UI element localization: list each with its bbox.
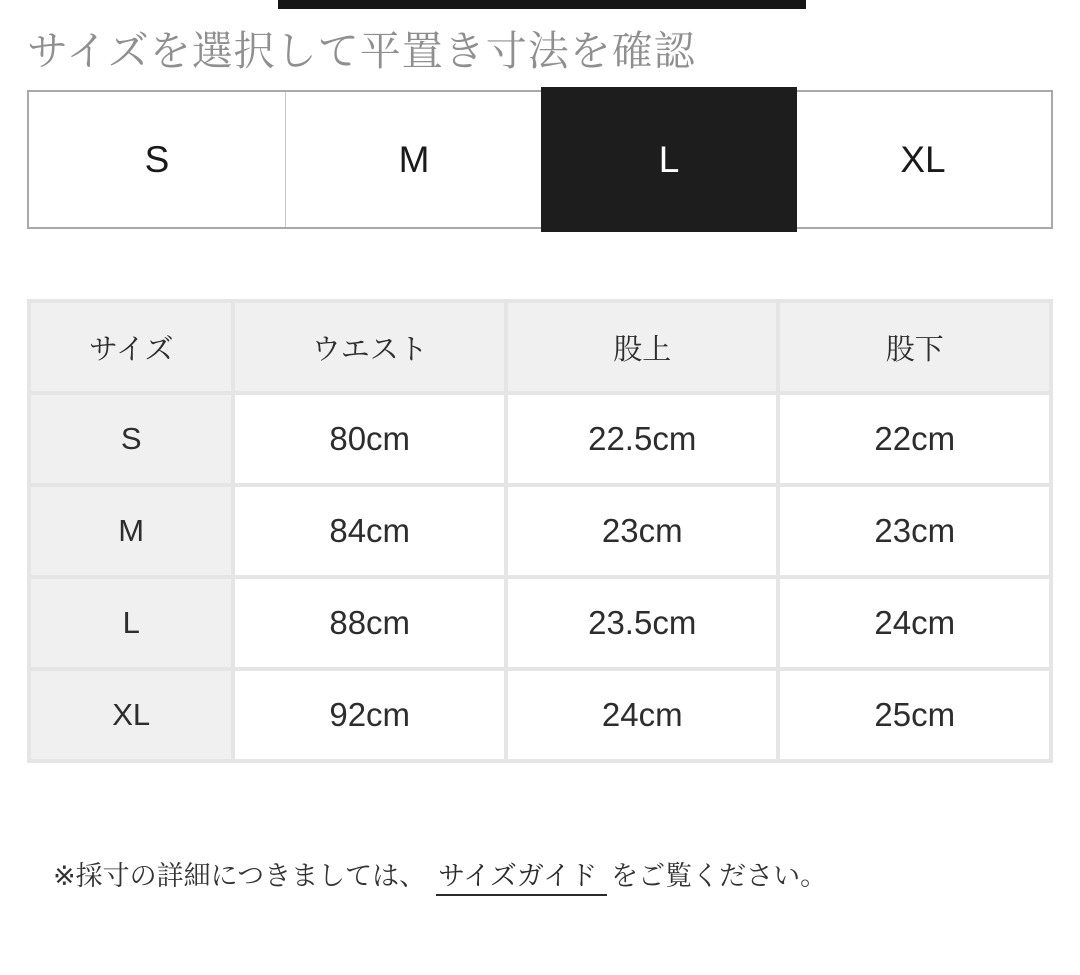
inseam-value: 22cm [778, 393, 1051, 485]
table-row [29, 669, 1051, 761]
table-row [29, 577, 1051, 669]
table-header-row [29, 301, 1051, 393]
footnote-suffix: をご覧ください。 [611, 861, 828, 891]
row-size-label: M [29, 485, 233, 577]
waist-value: 92cm [233, 669, 506, 761]
size-option-m[interactable]: M [286, 92, 543, 227]
top-cutoff-bar [278, 0, 806, 9]
inseam-value: 23cm [778, 485, 1051, 577]
inseam-value: 25cm [778, 669, 1051, 761]
rise-value: 23.5cm [506, 577, 779, 669]
waist-value: 80cm [233, 393, 506, 485]
row-size-label: S [29, 393, 233, 485]
inseam-value: 24cm [778, 577, 1051, 669]
size-selector [27, 90, 1053, 229]
row-size-label: XL [29, 669, 233, 761]
footnote-prefix: ※採寸の詳細につきましては、 [53, 861, 427, 891]
measurement-footnote [27, 856, 1053, 896]
size-option-xl[interactable]: XL [795, 92, 1051, 227]
rise-value: 24cm [506, 669, 779, 761]
measurements-table [27, 299, 1053, 763]
column-header-size: サイズ [29, 301, 233, 393]
size-option-s[interactable]: S [29, 92, 286, 227]
column-header-inseam: 股下 [778, 301, 1051, 393]
row-size-label: L [29, 577, 233, 669]
rise-value: 23cm [506, 485, 779, 577]
page-title: サイズを選択して平置き寸法を確認 [27, 28, 696, 74]
table-row [29, 485, 1051, 577]
size-guide-link[interactable]: サイズガイド [436, 861, 607, 896]
table-row [29, 393, 1051, 485]
waist-value: 88cm [233, 577, 506, 669]
rise-value: 22.5cm [506, 393, 779, 485]
column-header-waist: ウエスト [233, 301, 506, 393]
column-header-rise: 股上 [506, 301, 779, 393]
waist-value: 84cm [233, 485, 506, 577]
size-option-l-selected[interactable]: L [541, 87, 797, 232]
